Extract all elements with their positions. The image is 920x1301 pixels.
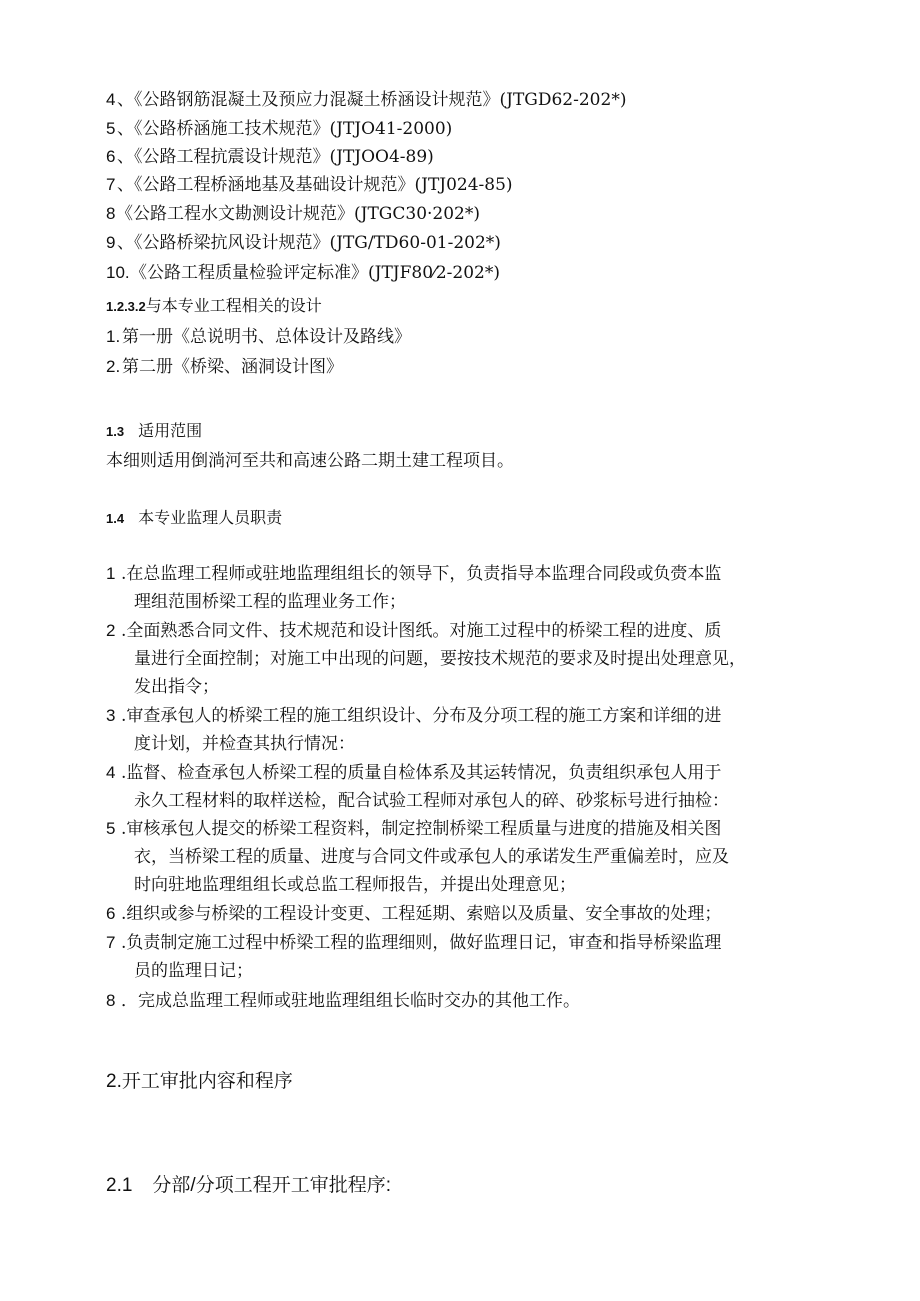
item-number: 4 bbox=[106, 90, 116, 109]
item-number: 6 bbox=[106, 147, 116, 166]
item-text: 、《公路工程桥涵地基及基础设计规范》(JTJ024-85) bbox=[117, 175, 513, 195]
item-text: 、《公路钢筋混凝土及预应力混凝土桥涵设计规范》(JTGD62-202*) bbox=[117, 90, 627, 110]
item-text: 、《公路桥涵施工技术规范》(JTJO41-2000) bbox=[117, 119, 453, 139]
section-heading-21: 2.1 分部/分项工程开工审批程序: bbox=[106, 1175, 391, 1196]
section-heading-14: 1.4 本专业监理人员职责 bbox=[106, 510, 283, 527]
section-heading-1232: 1.2.3.2与本专业工程相关的设计 bbox=[106, 298, 322, 315]
item-text: 《公路工程水文勘测设计规范》(JTGC30·202*) bbox=[116, 204, 480, 224]
item-text: 、《公路桥梁抗风设计规范》(JTG/TD60-01-202*) bbox=[117, 233, 501, 253]
document-page: 4 、《公路钢筋混凝土及预应力混凝土桥涵设计规范》(JTGD62-202*) 5 、《公路桥涵施工技术规范》(JTJO41-2000) 6 、《公路工程抗震设计规范》(JTJOO4-89) 7 、《公路工程桥涵地基及基础设计规范》(JTJ024-85) 8 《公路工程水文勘测设计规范》(JTGC30·202*) 9 、《公路桥梁抗风设计规范》(JTG/TD60-01-202*) 10. 《公路工程质量检验评定标准》(JTJF80⁄2-202*) 1.2.3.2与本专业工程相关的设计 1. 第一册《总说明书、总体设计及路线》 2. 第二册《桥梁、涵洞设计图》 1.3 适用范围 本细则适用倒淌河至共和高速公路二期土建工程项目。 1.4 本专业监理人员职责 1 .在总监理工程师或驻地监理组组长的领导下，负责指导本监理合同段或负赍本监 理组范围桥梁工程的监理业务工作； 2 .全面熟悉合同文件、技术规范和设计图纸。对施工过程中的桥梁工程的进度、质 量进行全面控制；对施工中出现的问题，要按技术规范的要求及时提出处理意见， 发出指令； 3 .审查承包人的桥梁工程的施工组织设计、分布及分项工程的施工方案和详细的进 度计划，并检查其执行情况： 4 .监督、检查承包人桥梁工程的质量自检体系及其运转情况，负责组织承包人用于 永久工程材料的取样送检，配合试验工程师对承包人的碎、砂浆标号进行抽检： 5 .审核承包人提交的桥梁工程资料，制定控制桥梁工程质量与进度的措施及相关图 衣，当桥梁工程的质量、进度与合同文件或承包人的承诺发生严重偏差时，应及 时向驻地监理组组长或总监工程师报告，并提出处理意见； 6 .组织或参与桥梁的工程设计变更、工程延期、索赔以及质量、安全事故的处理； 7 .负责制定施工过程中桥梁工程的监理细则，做好监理日记，审查和指导桥梁监理 员的监理日记； 8 ．完成总监理工程师或驻地监理组组长临时交办的其他工作。 2.开工审批内容和程序 2.1 分部/分项工程开工审批程序: bbox=[106, 90, 746, 1196]
item-number: 8 bbox=[106, 204, 116, 223]
section-heading-2: 2.开工审批内容和程序 bbox=[106, 1071, 293, 1092]
item-text: 、《公路工程抗震设计规范》(JTJOO4-89) bbox=[117, 147, 434, 167]
section-heading-13: 1.3 适用范围 bbox=[106, 423, 203, 440]
item-number: 5 bbox=[106, 119, 116, 138]
item-number: 9 bbox=[106, 233, 116, 252]
item-number: 10. bbox=[106, 263, 130, 282]
item-number: 7 bbox=[106, 175, 116, 194]
item-text: 《公路工程质量检验评定标准》(JTJF80⁄2-202*) bbox=[130, 263, 501, 283]
